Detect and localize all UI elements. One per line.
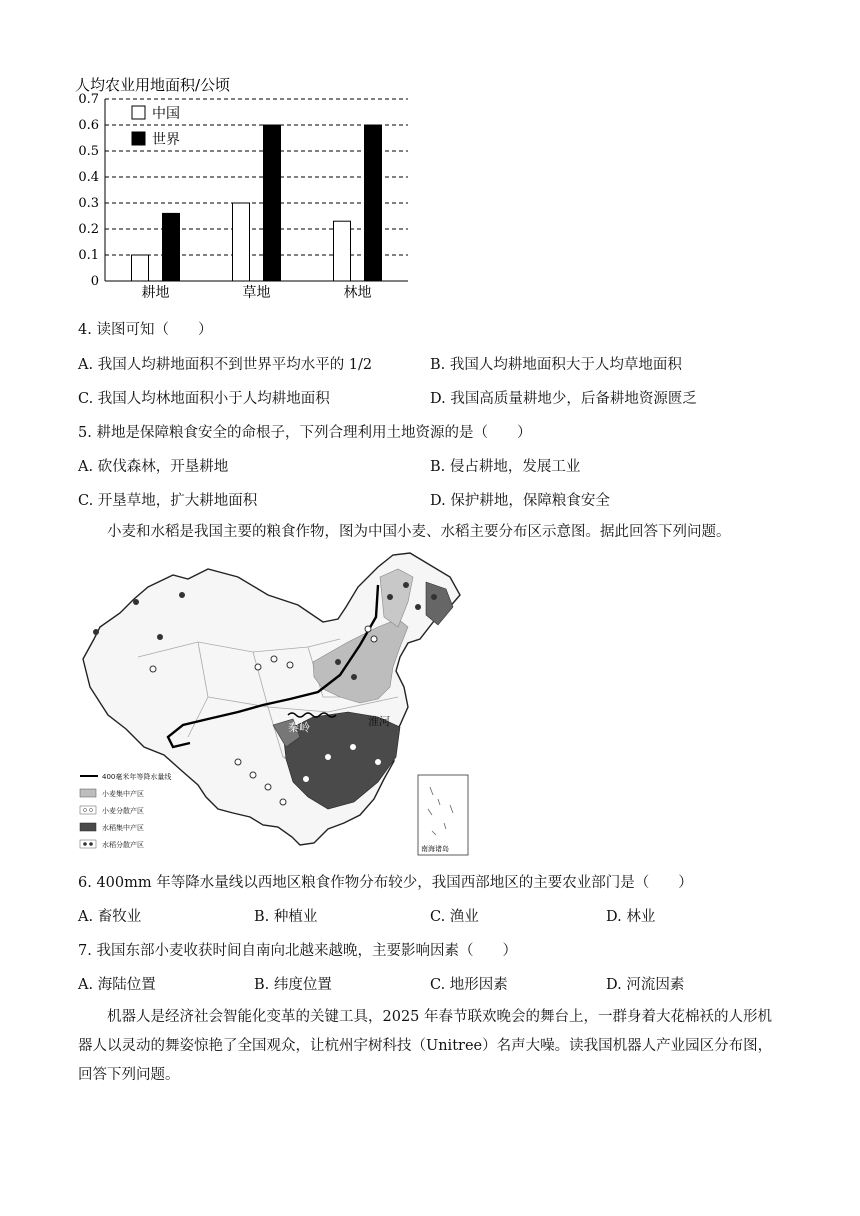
q5-stem: 5. 耕地是保障粮食安全的命根子，下列合理利用土地资源的是（ ） — [78, 425, 532, 441]
q6-option-d[interactable]: D. 林业 — [606, 909, 656, 925]
q6-option-b[interactable]: B. 种植业 — [254, 909, 318, 925]
legend-swatch — [132, 106, 145, 119]
q7-option-a[interactable]: A. 海陆位置 — [78, 977, 156, 993]
bar-中国-林地 — [334, 221, 351, 281]
y-tick-labels — [78, 92, 99, 289]
q5-option-b[interactable]: B. 侵占耕地，发展工业 — [430, 459, 581, 475]
q7-stem: 7. 我国东部小麦收获时间自南向北越来越晚，主要影响因素（ ） — [78, 943, 517, 959]
q5-option-d[interactable]: D. 保护耕地，保障粮食安全 — [430, 493, 610, 509]
legend-wheat-scattered: 小麦分散产区 — [102, 807, 144, 815]
q5-option-c[interactable]: C. 开垦草地，扩大耕地面积 — [78, 493, 258, 509]
q4-option-c[interactable]: C. 我国人均林地面积小于人均耕地面积 — [78, 391, 330, 407]
q5-option-a[interactable]: A. 砍伐森林，开垦耕地 — [78, 459, 229, 475]
bar-世界-耕地 — [163, 213, 180, 281]
q4-option-d[interactable]: D. 我国高质量耕地少，后备耕地资源匮乏 — [430, 391, 697, 407]
q4-option-b[interactable]: B. 我国人均耕地面积大于人均草地面积 — [430, 357, 682, 373]
y-tick-label: 0 — [90, 274, 99, 289]
x-tick-label: 耕地 — [141, 285, 170, 301]
y-tick-label: 0.3 — [78, 196, 99, 211]
bar-世界-草地 — [264, 125, 281, 281]
legend-rice-scattered: 水稻分散产区 — [102, 841, 144, 849]
chart-legend — [132, 105, 180, 148]
y-tick-label: 0.2 — [78, 222, 99, 237]
y-axis-label: 人均农业用地面积/公顷 — [75, 76, 231, 94]
legend-wheat-concentrated: 小麦集中产区 — [102, 790, 144, 798]
agri-land-bar-chart — [70, 74, 415, 306]
qinling-label: 秦岭 — [288, 721, 310, 734]
q6-stem: 6. 400mm 年等降水量线以西地区粮食作物分布较少，我国西部地区的主要农业部门是（ ） — [78, 875, 693, 891]
x-tick-labels — [142, 284, 372, 301]
q6-option-c[interactable]: C. 渔业 — [430, 909, 479, 925]
q4-option-a[interactable]: A. 我国人均耕地面积不到世界平均水平的 1/2 — [78, 357, 373, 373]
q6-option-a[interactable]: A. 畜牧业 — [78, 909, 142, 925]
legend-label: 中国 — [152, 106, 180, 122]
y-tick-label: 0.5 — [78, 144, 99, 159]
legend-rice-concentrated: 水稻集中产区 — [102, 824, 144, 832]
robot-intro: 机器人是经济社会智能化变革的关键工具，2025 年春节联欢晚会的舞台上，一群身着大花棉袄的人形机器人以灵动的舞姿惊艳了全国观众，让杭州宇树科技（Unitree）名声大噪。读我国机器人产业园区分布图，回答下列问题。 — [78, 1009, 773, 1083]
x-tick-label: 林地 — [343, 285, 372, 301]
q4-stem: 4. 读图可知（ ） — [78, 322, 213, 338]
y-tick-label: 0.6 — [78, 118, 99, 133]
south-sea-inset — [418, 775, 468, 855]
q7-option-d[interactable]: D. 河流因素 — [606, 977, 685, 993]
wheat-rice-intro: 小麦和水稻是我国主要的粮食作物，图为中国小麦、水稻主要分布区示意图。据此回答下列问题。 — [107, 524, 731, 540]
q7-option-c[interactable]: C. 地形因素 — [430, 977, 508, 993]
bar-世界-林地 — [365, 125, 382, 281]
q7-option-b[interactable]: B. 纬度位置 — [254, 977, 332, 993]
chart-gridlines — [105, 99, 408, 281]
x-tick-label: 草地 — [242, 285, 271, 301]
y-tick-label: 0.4 — [78, 170, 99, 185]
huaihe-label: 淮河 — [368, 715, 390, 728]
wheat-rice-distribution-map — [78, 547, 478, 859]
map-legend — [80, 772, 171, 849]
legend-label: 世界 — [152, 132, 180, 148]
y-tick-label: 0.7 — [78, 92, 99, 107]
bar-中国-耕地 — [132, 255, 149, 281]
legend-isohyet: 400毫米年等降水量线 — [102, 773, 172, 781]
south-sea-label: 南海诸岛 — [421, 845, 449, 853]
legend-swatch — [132, 132, 145, 145]
y-tick-label: 0.1 — [78, 248, 99, 263]
bar-中国-草地 — [233, 203, 250, 281]
